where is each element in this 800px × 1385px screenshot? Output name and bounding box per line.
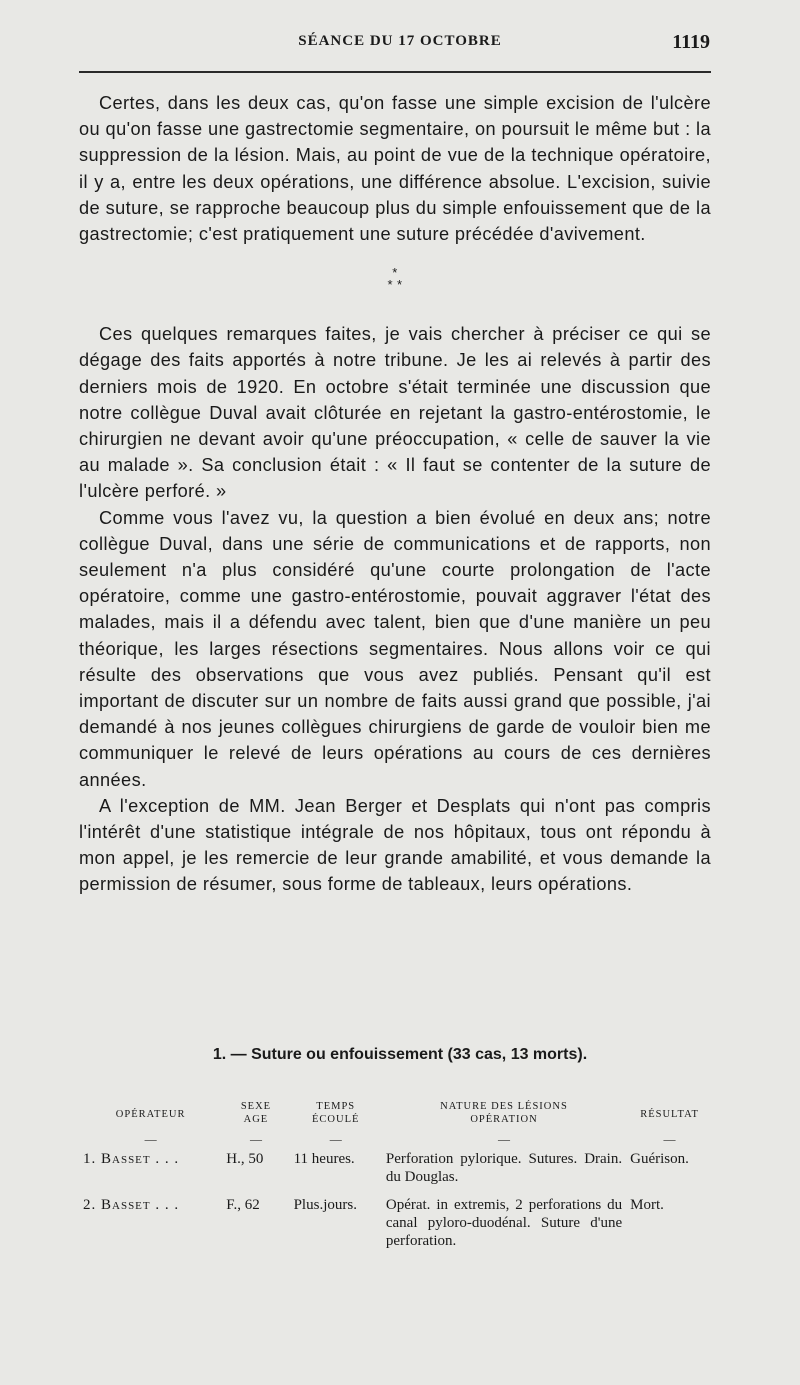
section-separator	[79, 247, 711, 301]
header-dash-row	[79, 1134, 713, 1146]
col-label-sexe: SEXE	[240, 1101, 272, 1112]
table-header-row	[79, 1100, 713, 1134]
col-header-nature	[382, 1100, 626, 1134]
table-title: 1. — Suture ou enfouissement (33 cas, 13 morts).	[212, 1046, 588, 1063]
dash-resultat: —	[663, 1132, 676, 1146]
cell-temps: 11 heures.	[293, 1151, 355, 1167]
table-row	[79, 1146, 713, 1192]
cell-temps: Plus.jours.	[293, 1197, 357, 1213]
cell-nature: Perforation pylorique. Sutures. Drain. du Douglas.	[385, 1151, 623, 1185]
paragraph-1: Certes, dans les deux cas, qu'on fasse une simple excision de l'ulcère ou qu'on fasse une gastrectomie segmentaire, on poursuit le même but : la suppression de la lésion. Mais, au point de vue de la technique opératoire, il y a, entre les deux opérations, une différence absolue. L'excision, suivie de suture, se rapproche beaucoup plus du simple enfouissement que de la gastrectomie; c'est pratiquement une suture précédée d'avivement.	[79, 93, 711, 245]
col-label-nature: NATURE DES LÉSIONS	[440, 1101, 568, 1112]
operations-table	[79, 1100, 713, 1256]
paragraph-3: Comme vous l'avez vu, la question a bien évolué en deux ans; notre collègue Duval, dans une série de communications et de rapports, non seulement n'a plus considéré qu'une courte prolongation de l'acte opératoire, comme une gastro-entérostomie, pouvait aggraver l'état des malades, mais il a défendu avec talent, bien que d'une manière un peu théorique, les larges résections segmentaires. Nous allons voir ce qui résulte des observations que vous avez publiés. Pensant qu'il est important de discuter sur un nombre de faits aussi grand que possible, j'ai demandé à nos jeunes collègues chirurgiens de garde de vouloir bien me communiquer le relevé de leurs opérations au cours de ces dernières années.	[79, 507, 711, 790]
page-number: 1119	[672, 31, 710, 53]
separator-star-top: *	[392, 265, 398, 281]
cell-resultat: Mort.	[630, 1197, 664, 1213]
paragraph-4: A l'exception de MM. Jean Berger et Desplats qui n'ont pas compris l'intérêt d'une statistique intégrale de nos hôpitaux, tous ont répondu à mon appel, je les remercie de leur grande amabilité, et vous demande la permission de résumer, sous forme de tableaux, leurs opérations.	[79, 795, 711, 895]
running-header	[0, 33, 800, 55]
cell-nature: Opérat. in extremis, 2 perforations du canal pyloro-duodénal. Suture d'une perforation.	[385, 1197, 623, 1249]
cell-sexe: H., 50	[226, 1151, 264, 1167]
cell-sexe: F., 62	[226, 1197, 260, 1213]
paragraph-2: Ces quelques remarques faites, je vais chercher à préciser ce qui se dégage des faits apportés à notre tribune. Je les ai relevés à partir des derniers mois de 1920. En octobre s'était terminée une discussion que notre collègue Duval avait clôturée en rejetant la gastro-entérostomie, le chirurgien ne devant avoir qu'une préoccupation, « celle de sauver la vie au malade ». Sa conclusion était : « Il faut se contenter de la suture de l'ulcère perforé. »	[79, 324, 711, 502]
dash-temps: —	[329, 1132, 342, 1146]
col-header-resultat	[626, 1100, 713, 1134]
col-header-operateur	[79, 1100, 222, 1134]
col-label-age: AGE	[243, 1114, 269, 1125]
body-text	[79, 90, 711, 898]
table-row	[79, 1192, 713, 1256]
col-label-operateur: OPÉRATEUR	[115, 1109, 186, 1120]
operator-name: 2. Basset . . .	[83, 1197, 180, 1213]
dash-operateur: —	[144, 1132, 157, 1146]
cell-operateur	[79, 1192, 222, 1256]
col-label-operation: OPÉRATION	[470, 1114, 538, 1125]
cell-resultat: Guérison.	[630, 1151, 689, 1167]
col-header-sexe	[222, 1100, 289, 1134]
col-header-temps	[290, 1100, 382, 1134]
separator-stars-bottom: * *	[387, 277, 403, 293]
col-label-resultat: RÉSULTAT	[640, 1109, 699, 1120]
cell-operateur	[79, 1146, 222, 1192]
dash-sexe: —	[249, 1132, 262, 1146]
dash-nature: —	[497, 1132, 510, 1146]
header-rule	[79, 71, 711, 73]
header-title: SÉANCE DU 17 OCTOBRE	[298, 33, 502, 49]
col-label-ecoule: ÉCOULÉ	[312, 1114, 360, 1125]
col-label-temps: TEMPS	[316, 1101, 356, 1112]
operator-name: 1. Basset . . .	[83, 1151, 180, 1167]
